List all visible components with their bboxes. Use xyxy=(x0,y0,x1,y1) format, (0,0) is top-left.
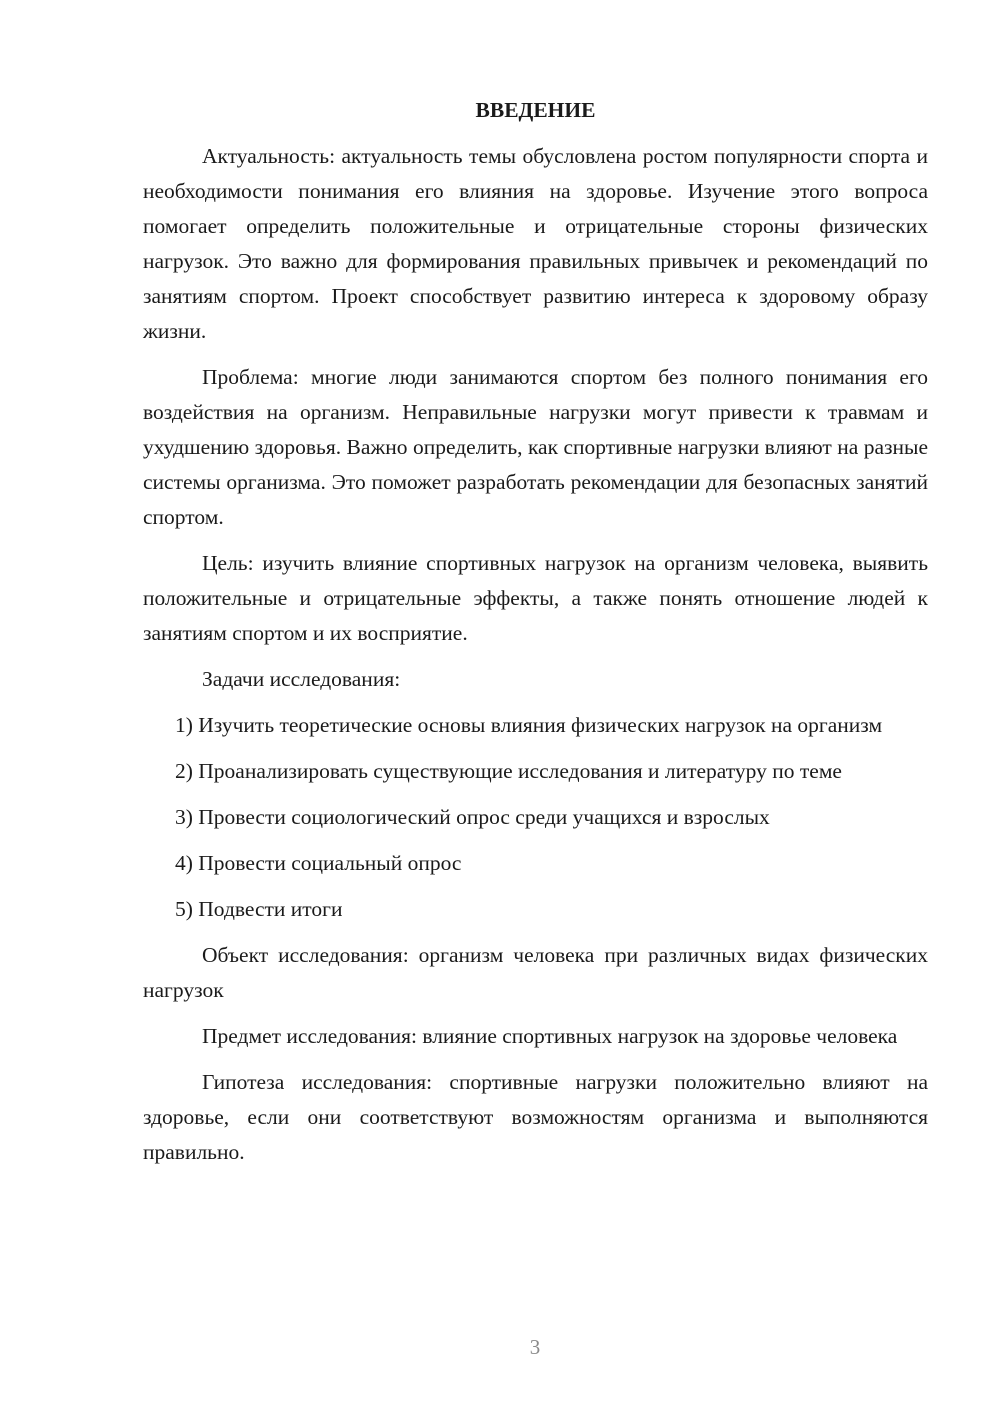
paragraph-relevance: Актуальность: актуальность темы обусловлена ростом популярности спорта и необходимости понимания его влияния на здоровье. Изучение этого вопроса помогает определить положительные и отрицательные стороны физических нагрузок. Это важно для формирования правильных привычек и рекомендаций по занятиям спортом. Проект способствует развитию интереса к здоровому образу жизни. xyxy=(143,144,928,343)
section-title: ВВЕДЕНИЕ xyxy=(475,98,596,122)
paragraph-hypothesis: Гипотеза исследования: спортивные нагрузки положительно влияют на здоровье, если они соответствуют возможностям организма и выполняются правильно. xyxy=(143,1070,928,1164)
task-item-5: 5) Подвести итоги xyxy=(175,897,343,921)
task-item-1: 1) Изучить теоретические основы влияния физических нагрузок на организм xyxy=(175,713,883,737)
paragraph-subject: Предмет исследования: влияние спортивных нагрузок на здоровье человека xyxy=(202,1024,898,1048)
task-item-4: 4) Провести социальный опрос xyxy=(175,851,462,875)
task-item-3: 3) Провести социологический опрос среди учащихся и взрослых xyxy=(175,805,770,829)
paragraph-problem: Проблема: многие люди занимаются спортом без полного понимания его воздействия на организм. Неправильные нагрузки могут привести к травмам и ухудшению здоровья. Важно определить, как спортивные нагрузки влияют на разные системы организма. Это поможет разработать рекомендации для безопасных занятий спортом. xyxy=(143,365,928,529)
paragraph-tasks-heading: Задачи исследования: xyxy=(202,667,401,691)
paragraph-object: Объект исследования: организм человека при различных видах физических нагрузок xyxy=(143,943,928,1002)
task-item-2: 2) Проанализировать существующие исследования и литературу по теме xyxy=(175,759,842,783)
paragraph-goal: Цель: изучить влияние спортивных нагрузок на организм человека, выявить положительные и отрицательные эффекты, а также понять отношение людей к занятиям спортом и их восприятие. xyxy=(143,551,928,645)
document-page xyxy=(143,92,928,1181)
page-number: 3 xyxy=(529,1335,541,1359)
